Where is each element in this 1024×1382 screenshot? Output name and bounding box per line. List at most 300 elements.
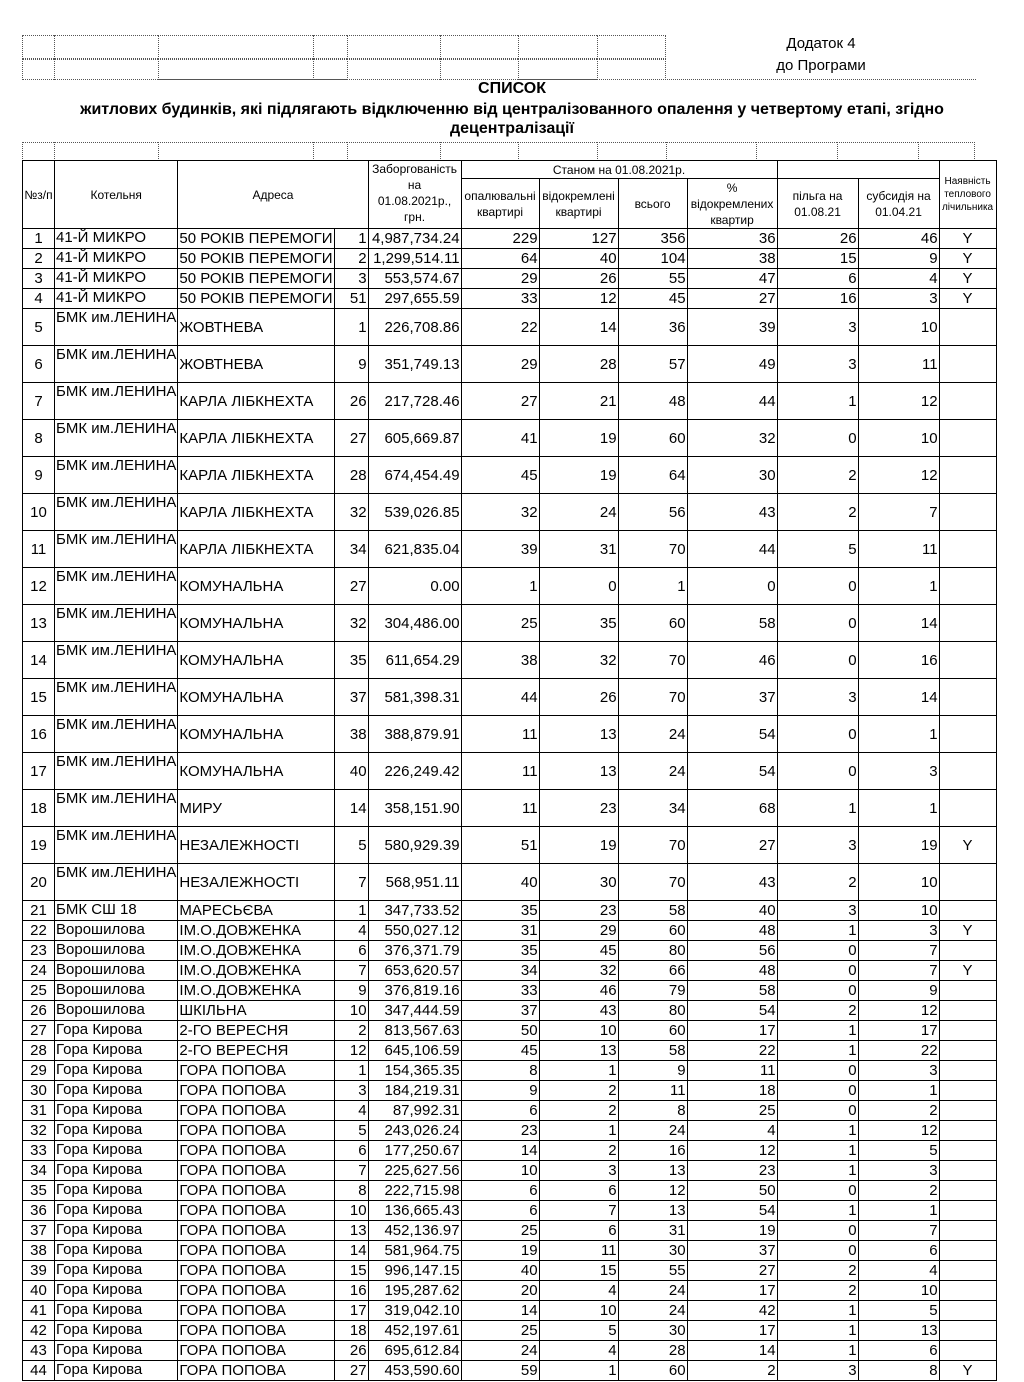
percent-disconnected: 17 — [687, 1281, 777, 1301]
row-number: 13 — [23, 605, 55, 642]
col-header-state-group: Станом на 01.08.2021р. — [461, 161, 777, 179]
disconnected-apartments: 11 — [539, 1241, 618, 1261]
percent-disconnected: 48 — [687, 921, 777, 941]
house-number: 27 — [334, 420, 368, 457]
total-apartments: 70 — [618, 642, 687, 679]
total-apartments: 13 — [618, 1201, 687, 1221]
subsidy-count: 1 — [858, 1201, 939, 1221]
subsidy-count: 1 — [858, 716, 939, 753]
table-row — [23, 753, 997, 790]
subsidy-count: 5 — [858, 1141, 939, 1161]
heat-meter-flag — [939, 1001, 996, 1021]
heated-apartments: 10 — [461, 1161, 539, 1181]
heated-apartments: 29 — [461, 269, 539, 289]
table-row — [23, 790, 997, 827]
total-apartments: 66 — [618, 961, 687, 981]
percent-disconnected: 49 — [687, 346, 777, 383]
total-apartments: 31 — [618, 1221, 687, 1241]
disconnected-apartments: 35 — [539, 605, 618, 642]
table-row — [23, 309, 997, 346]
street-name: ГОРА ПОПОВА — [178, 1061, 334, 1081]
subsidy-count: 1 — [858, 790, 939, 827]
heated-apartments: 31 — [461, 921, 539, 941]
table-row — [23, 1321, 997, 1341]
heated-apartments: 29 — [461, 346, 539, 383]
debt-amount: 347,444.59 — [368, 1001, 461, 1021]
heated-apartments: 11 — [461, 790, 539, 827]
subsidy-count: 3 — [858, 921, 939, 941]
table-row — [23, 901, 997, 921]
debt-amount: 222,715.98 — [368, 1181, 461, 1201]
percent-disconnected: 54 — [687, 716, 777, 753]
subsidy-count: 9 — [858, 981, 939, 1001]
house-number: 26 — [334, 1341, 368, 1361]
disconnected-apartments: 10 — [539, 1021, 618, 1041]
heat-meter-flag: Y — [939, 1361, 996, 1381]
house-number: 1 — [334, 229, 368, 249]
benefit-count: 1 — [777, 1121, 858, 1141]
percent-disconnected: 54 — [687, 1001, 777, 1021]
boiler-name: БМК СШ 18 — [55, 901, 178, 921]
debt-amount: 452,197.61 — [368, 1321, 461, 1341]
disconnected-apartments: 24 — [539, 494, 618, 531]
heated-apartments: 64 — [461, 249, 539, 269]
row-number: 4 — [23, 289, 55, 309]
annex-line-1: Додаток 4 — [786, 35, 856, 52]
disconnected-apartments: 4 — [539, 1341, 618, 1361]
debt-amount: 581,964.75 — [368, 1241, 461, 1261]
table-row — [23, 642, 997, 679]
disconnected-apartments: 23 — [539, 901, 618, 921]
street-name: ГОРА ПОПОВА — [178, 1241, 334, 1261]
heat-meter-flag — [939, 1341, 996, 1361]
table-row — [23, 249, 997, 269]
heat-meter-flag: Y — [939, 229, 996, 249]
debt-amount: 217,728.46 — [368, 383, 461, 420]
boiler-name: Гора Кирова — [55, 1201, 178, 1221]
percent-disconnected: 27 — [687, 1261, 777, 1281]
col-header-debt: Заборгованість на 01.08.2021р., грн. — [368, 161, 461, 229]
debt-amount: 154,365.35 — [368, 1061, 461, 1081]
total-apartments: 356 — [618, 229, 687, 249]
debt-amount: 195,287.62 — [368, 1281, 461, 1301]
table-row — [23, 269, 997, 289]
heated-apartments: 6 — [461, 1201, 539, 1221]
house-number: 3 — [334, 1081, 368, 1101]
boiler-name: Ворошилова — [55, 941, 178, 961]
boiler-name: БМК им.ЛЕНИНА — [55, 642, 178, 679]
percent-disconnected: 40 — [687, 901, 777, 921]
table-row — [23, 1261, 997, 1281]
heat-meter-flag — [939, 941, 996, 961]
heated-apartments: 22 — [461, 309, 539, 346]
street-name: МИРУ — [178, 790, 334, 827]
house-number: 35 — [334, 642, 368, 679]
subsidy-count: 1 — [858, 568, 939, 605]
heat-meter-flag — [939, 753, 996, 790]
total-apartments: 56 — [618, 494, 687, 531]
table-row — [23, 679, 997, 716]
benefit-count: 16 — [777, 289, 858, 309]
heated-apartments: 41 — [461, 420, 539, 457]
house-number: 10 — [334, 1201, 368, 1221]
row-number: 33 — [23, 1141, 55, 1161]
col-header-boiler: Котельня — [55, 161, 178, 229]
subsidy-count: 7 — [858, 961, 939, 981]
house-number: 1 — [334, 1061, 368, 1081]
heat-meter-flag — [939, 1181, 996, 1201]
row-number: 9 — [23, 457, 55, 494]
row-number: 11 — [23, 531, 55, 568]
heated-apartments: 20 — [461, 1281, 539, 1301]
street-name: ГОРА ПОПОВА — [178, 1081, 334, 1101]
row-number: 34 — [23, 1161, 55, 1181]
boiler-name: БМК им.ЛЕНИНА — [55, 827, 178, 864]
benefit-count: 5 — [777, 531, 858, 568]
boiler-name: БМК им.ЛЕНИНА — [55, 605, 178, 642]
heat-meter-flag: Y — [939, 289, 996, 309]
street-name: КОМУНАЛЬНА — [178, 568, 334, 605]
subsidy-count: 6 — [858, 1341, 939, 1361]
benefit-count: 1 — [777, 1021, 858, 1041]
buildings-table — [22, 160, 997, 1381]
house-number: 32 — [334, 605, 368, 642]
street-name: ГОРА ПОПОВА — [178, 1181, 334, 1201]
boiler-name: Гора Кирова — [55, 1101, 178, 1121]
heat-meter-flag — [939, 1221, 996, 1241]
row-number: 22 — [23, 921, 55, 941]
subsidy-count: 12 — [858, 1121, 939, 1141]
benefit-count: 26 — [777, 229, 858, 249]
row-number: 39 — [23, 1261, 55, 1281]
disconnected-apartments: 13 — [539, 1041, 618, 1061]
subsidy-count: 4 — [858, 1261, 939, 1281]
subsidy-count: 19 — [858, 827, 939, 864]
row-number: 42 — [23, 1321, 55, 1341]
disconnected-apartments: 46 — [539, 981, 618, 1001]
total-apartments: 48 — [618, 383, 687, 420]
disconnected-apartments: 19 — [539, 420, 618, 457]
table-row — [23, 1121, 997, 1141]
benefit-count: 0 — [777, 605, 858, 642]
heat-meter-flag — [939, 1061, 996, 1081]
heat-meter-flag — [939, 568, 996, 605]
benefit-count: 1 — [777, 1321, 858, 1341]
benefit-count: 1 — [777, 1161, 858, 1181]
col-header-number: №з/п — [23, 161, 55, 229]
street-name: КОМУНАЛЬНА — [178, 679, 334, 716]
table-row — [23, 1281, 997, 1301]
percent-disconnected: 32 — [687, 420, 777, 457]
benefit-count: 2 — [777, 1261, 858, 1281]
disconnected-apartments: 7 — [539, 1201, 618, 1221]
percent-disconnected: 18 — [687, 1081, 777, 1101]
total-apartments: 28 — [618, 1341, 687, 1361]
heat-meter-flag: Y — [939, 827, 996, 864]
table-row — [23, 1041, 997, 1061]
house-number: 1 — [334, 901, 368, 921]
total-apartments: 70 — [618, 679, 687, 716]
col-header-address: Адреса — [178, 161, 368, 229]
disconnected-apartments: 14 — [539, 309, 618, 346]
house-number: 28 — [334, 457, 368, 494]
subsidy-count: 12 — [858, 1001, 939, 1021]
heat-meter-flag — [939, 642, 996, 679]
heat-meter-flag — [939, 1081, 996, 1101]
boiler-name: Ворошилова — [55, 981, 178, 1001]
debt-amount: 813,567.63 — [368, 1021, 461, 1041]
boiler-name: БМК им.ЛЕНИНА — [55, 716, 178, 753]
street-name: НЕЗАЛЕЖНОСТІ — [178, 864, 334, 901]
row-number: 8 — [23, 420, 55, 457]
total-apartments: 70 — [618, 531, 687, 568]
row-number: 29 — [23, 1061, 55, 1081]
debt-amount: 388,879.91 — [368, 716, 461, 753]
boiler-name: Гора Кирова — [55, 1181, 178, 1201]
debt-amount: 87,992.31 — [368, 1101, 461, 1121]
table-row — [23, 1181, 997, 1201]
house-number: 10 — [334, 1001, 368, 1021]
subsidy-count: 14 — [858, 605, 939, 642]
row-number: 21 — [23, 901, 55, 921]
heated-apartments: 33 — [461, 289, 539, 309]
percent-disconnected: 47 — [687, 269, 777, 289]
heated-apartments: 37 — [461, 1001, 539, 1021]
house-number: 5 — [334, 827, 368, 864]
boiler-name: Ворошилова — [55, 961, 178, 981]
subsidy-count: 10 — [858, 309, 939, 346]
benefit-count: 3 — [777, 901, 858, 921]
subsidy-count: 9 — [858, 249, 939, 269]
boiler-name: Гора Кирова — [55, 1081, 178, 1101]
boiler-name: БМК им.ЛЕНИНА — [55, 494, 178, 531]
table-row — [23, 346, 997, 383]
house-number: 14 — [334, 1241, 368, 1261]
total-apartments: 12 — [618, 1181, 687, 1201]
empty-grid-top-2 — [22, 59, 666, 80]
heated-apartments: 11 — [461, 716, 539, 753]
percent-disconnected: 37 — [687, 1241, 777, 1261]
subsidy-count: 1 — [858, 1081, 939, 1101]
heated-apartments: 6 — [461, 1101, 539, 1121]
boiler-name: 41-Й МИКРО — [55, 229, 178, 249]
percent-disconnected: 25 — [687, 1101, 777, 1121]
subsidy-count: 14 — [858, 679, 939, 716]
total-apartments: 70 — [618, 827, 687, 864]
percent-disconnected: 54 — [687, 753, 777, 790]
benefit-count: 15 — [777, 249, 858, 269]
table-row — [23, 1001, 997, 1021]
boiler-name: Гора Кирова — [55, 1021, 178, 1041]
boiler-name: Гора Кирова — [55, 1221, 178, 1241]
heat-meter-flag — [939, 1041, 996, 1061]
debt-amount: 136,665.43 — [368, 1201, 461, 1221]
debt-amount: 376,371.79 — [368, 941, 461, 961]
total-apartments: 24 — [618, 1281, 687, 1301]
house-number: 27 — [334, 1361, 368, 1381]
heated-apartments: 51 — [461, 827, 539, 864]
street-name: ГОРА ПОПОВА — [178, 1201, 334, 1221]
row-number: 1 — [23, 229, 55, 249]
table-row — [23, 921, 997, 941]
heated-apartments: 33 — [461, 981, 539, 1001]
street-name: 50 РОКІВ ПЕРЕМОГИ — [179, 230, 333, 247]
boiler-name: Гора Кирова — [55, 1041, 178, 1061]
col-header-subsidy: субсидія на 01.04.21 — [858, 179, 939, 229]
debt-amount: 452,136.97 — [368, 1221, 461, 1241]
boiler-name: Ворошилова — [55, 921, 178, 941]
street-name: НЕЗАЛЕЖНОСТІ — [178, 827, 334, 864]
percent-disconnected: 42 — [687, 1301, 777, 1321]
heated-apartments: 14 — [461, 1301, 539, 1321]
heated-apartments: 1 — [461, 568, 539, 605]
disconnected-apartments: 23 — [539, 790, 618, 827]
benefit-count: 1 — [777, 921, 858, 941]
percent-disconnected: 56 — [687, 941, 777, 961]
percent-disconnected: 11 — [687, 1061, 777, 1081]
boiler-name: Гора Кирова — [55, 1301, 178, 1321]
boiler-name: 41-Й МИКРО — [55, 289, 178, 309]
row-number: 38 — [23, 1241, 55, 1261]
table-row — [23, 961, 997, 981]
debt-amount: 581,398.31 — [368, 679, 461, 716]
benefit-count: 2 — [777, 864, 858, 901]
table-row — [23, 1081, 997, 1101]
debt-amount: 297,655.59 — [368, 289, 461, 309]
heated-apartments: 32 — [461, 494, 539, 531]
heat-meter-flag — [939, 864, 996, 901]
row-number: 6 — [23, 346, 55, 383]
subsidy-count: 3 — [858, 753, 939, 790]
document-subtitle-continued: децентралізації — [450, 120, 574, 137]
street-name: ІМ.О.ДОВЖЕНКА — [178, 981, 334, 1001]
table-row — [23, 568, 997, 605]
house-number: 7 — [334, 961, 368, 981]
debt-amount: 568,951.11 — [368, 864, 461, 901]
total-apartments: 80 — [618, 941, 687, 961]
street-name: 50 РОКІВ ПЕРЕМОГИ — [179, 250, 333, 267]
disconnected-apartments: 2 — [539, 1141, 618, 1161]
percent-disconnected: 39 — [687, 309, 777, 346]
benefit-count: 1 — [777, 1201, 858, 1221]
boiler-name: БМК им.ЛЕНИНА — [55, 420, 178, 457]
benefit-count: 2 — [777, 494, 858, 531]
street-name: ЖОВТНЕВА — [178, 309, 334, 346]
debt-amount: 0.00 — [368, 568, 461, 605]
total-apartments: 24 — [618, 753, 687, 790]
heated-apartments: 6 — [461, 1181, 539, 1201]
benefit-count: 3 — [777, 1361, 858, 1381]
house-number: 16 — [334, 1281, 368, 1301]
street-name: КАРЛА ЛІБКНЕХТА — [178, 420, 334, 457]
disconnected-apartments: 26 — [539, 269, 618, 289]
heated-apartments: 50 — [461, 1021, 539, 1041]
debt-amount: 184,219.31 — [368, 1081, 461, 1101]
boiler-name: Гора Кирова — [55, 1361, 178, 1381]
house-number: 15 — [334, 1261, 368, 1281]
heated-apartments: 59 — [461, 1361, 539, 1381]
table-body — [23, 229, 997, 1381]
percent-disconnected: 43 — [687, 864, 777, 901]
benefit-count: 0 — [777, 753, 858, 790]
benefit-count: 1 — [777, 1041, 858, 1061]
house-number: 2 — [334, 249, 368, 269]
benefit-count: 0 — [777, 568, 858, 605]
benefit-count: 1 — [777, 790, 858, 827]
debt-amount: 621,835.04 — [368, 531, 461, 568]
benefit-count: 0 — [777, 1081, 858, 1101]
disconnected-apartments: 5 — [539, 1321, 618, 1341]
disconnected-apartments: 12 — [539, 289, 618, 309]
heated-apartments: 35 — [461, 941, 539, 961]
row-number: 32 — [23, 1121, 55, 1141]
debt-amount: 347,733.52 — [368, 901, 461, 921]
disconnected-apartments: 43 — [539, 1001, 618, 1021]
row-number: 37 — [23, 1221, 55, 1241]
empty-grid-header-spacer — [22, 142, 975, 161]
row-number: 20 — [23, 864, 55, 901]
benefit-count: 1 — [777, 1341, 858, 1361]
boiler-name: БМК им.ЛЕНИНА — [55, 568, 178, 605]
disconnected-apartments: 2 — [539, 1101, 618, 1121]
percent-disconnected: 46 — [687, 642, 777, 679]
house-number: 4 — [334, 921, 368, 941]
benefit-count: 1 — [777, 383, 858, 420]
house-number: 40 — [334, 753, 368, 790]
street-name: КОМУНАЛЬНА — [178, 605, 334, 642]
disconnected-apartments: 19 — [539, 827, 618, 864]
disconnected-apartments: 2 — [539, 1081, 618, 1101]
row-number: 36 — [23, 1201, 55, 1221]
percent-disconnected: 36 — [687, 229, 777, 249]
boiler-name: БМК им.ЛЕНИНА — [55, 531, 178, 568]
boiler-name: 41-Й МИКРО — [55, 249, 178, 269]
benefit-count: 1 — [777, 1301, 858, 1321]
debt-amount: 4,987,734.24 — [368, 229, 461, 249]
heated-apartments: 11 — [461, 753, 539, 790]
percent-disconnected: 43 — [687, 494, 777, 531]
benefit-count: 0 — [777, 1061, 858, 1081]
benefit-count: 3 — [777, 679, 858, 716]
debt-amount: 319,042.10 — [368, 1301, 461, 1321]
benefit-count: 1 — [777, 1141, 858, 1161]
street-name: МАРЕСЬЄВА — [178, 901, 334, 921]
row-number: 3 — [23, 269, 55, 289]
heat-meter-flag — [939, 1141, 996, 1161]
house-number: 9 — [334, 346, 368, 383]
document-subtitle: житлових будинків, які підлягають відключенню від централізованного опалення у четвертому етапі, згідно — [80, 101, 944, 118]
subsidy-count: 12 — [858, 457, 939, 494]
debt-amount: 358,151.90 — [368, 790, 461, 827]
row-number: 18 — [23, 790, 55, 827]
heat-meter-flag: Y — [939, 269, 996, 289]
total-apartments: 60 — [618, 921, 687, 941]
street-name: ГОРА ПОПОВА — [178, 1341, 334, 1361]
subsidy-count: 11 — [858, 346, 939, 383]
heat-meter-flag — [939, 1281, 996, 1301]
row-number: 26 — [23, 1001, 55, 1021]
table-row — [23, 289, 997, 309]
disconnected-apartments: 127 — [539, 229, 618, 249]
house-number: 6 — [334, 941, 368, 961]
house-number: 14 — [334, 790, 368, 827]
disconnected-apartments: 15 — [539, 1261, 618, 1281]
house-number: 27 — [334, 568, 368, 605]
table-row — [23, 1341, 997, 1361]
subsidy-count: 7 — [858, 941, 939, 961]
empty-grid-top-1 — [22, 35, 666, 59]
row-number: 5 — [23, 309, 55, 346]
